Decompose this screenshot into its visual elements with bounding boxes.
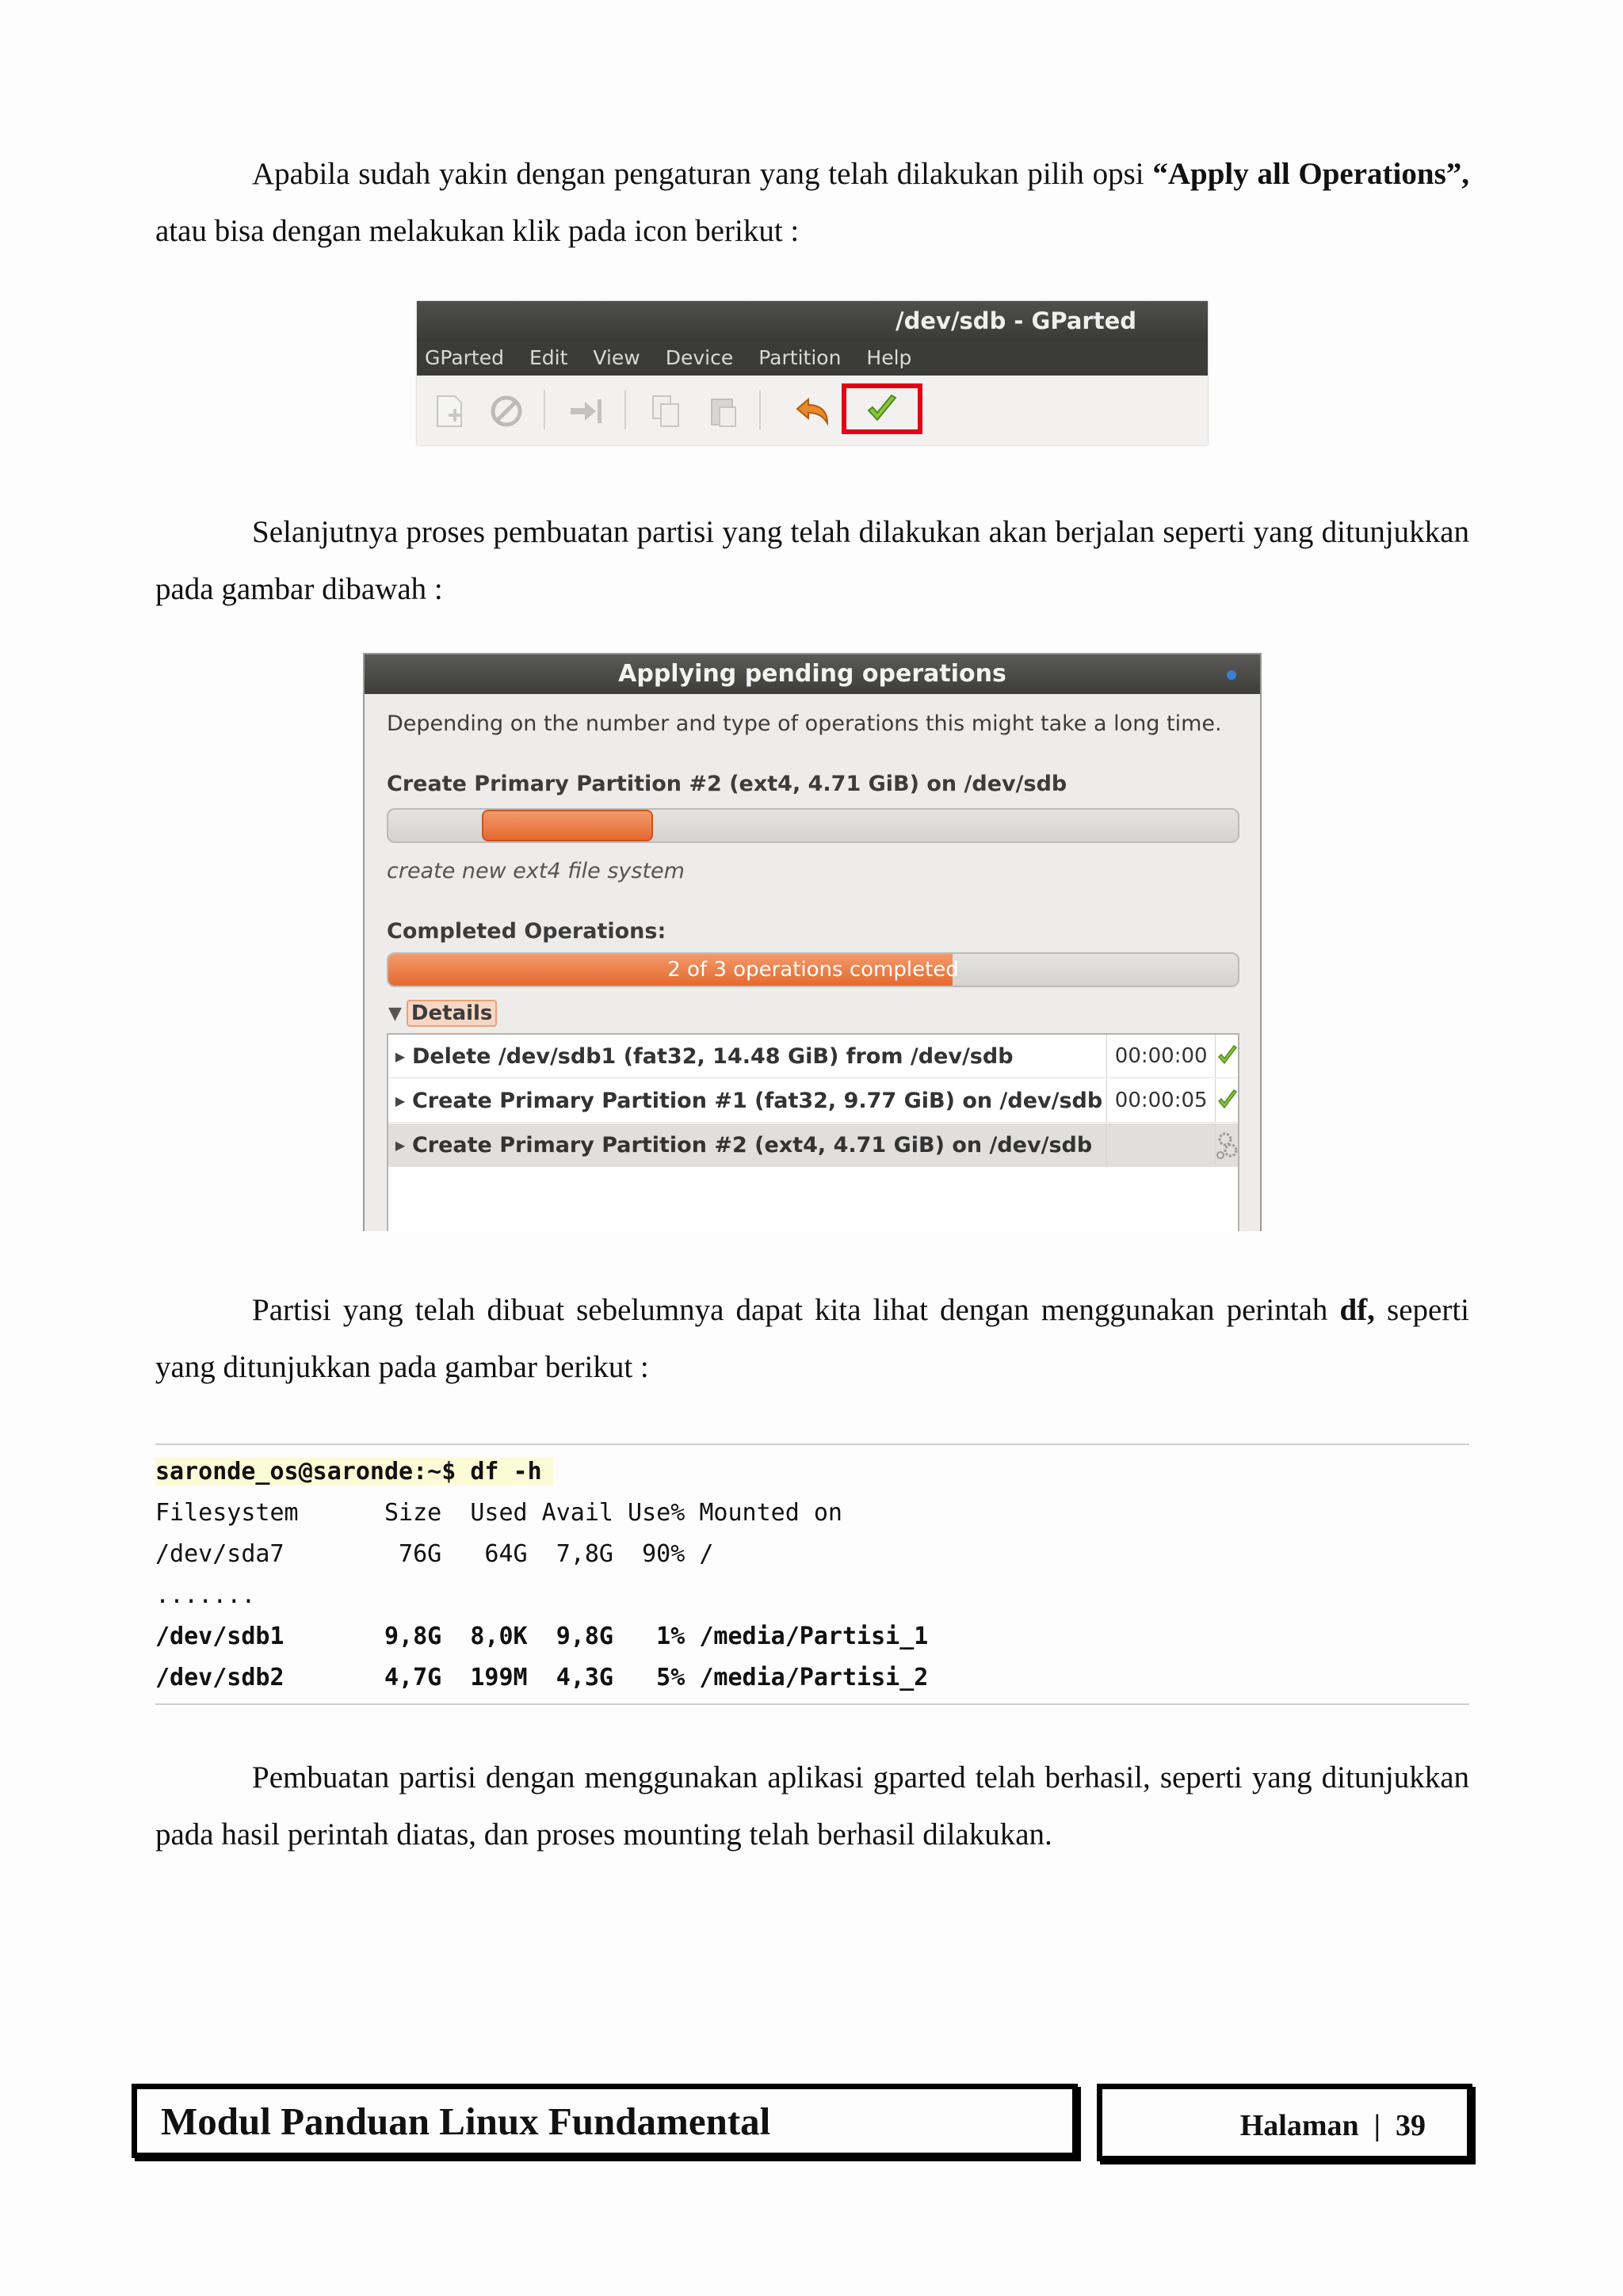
operation-time: 00:00:05 [1106, 1079, 1216, 1122]
progress-text: 2 of 3 operations completed [667, 958, 959, 982]
operation-row[interactable] [388, 1035, 1238, 1078]
df-row-sdb2: /dev/sdb2 4,7G 199M 4,3G 5% /media/Partisi_2 [155, 1664, 929, 1691]
footer-title-box [132, 2084, 1078, 2158]
menu-help[interactable]: Help [866, 346, 912, 369]
row-expander-icon[interactable]: ▶ [395, 1137, 406, 1153]
paragraph-df: Partisi yang telah dibuat sebelumnya dapat kita lihat dengan menggunakan perintah df, seperti yang ditunjukkan pada gambar berikut : [155, 1293, 1469, 1384]
current-operation-label: Create Primary Partition #2 (ext4, 4.71 GiB) on /dev/sdb [387, 772, 1067, 796]
page-number: 39 [1396, 2109, 1426, 2142]
paragraph-apply-all: Apabila sudah yakin dengan pengaturan yang telah dilakukan pilih opsi “Apply all Operations”, atau bisa dengan melakukan klik pada icon berikut : [155, 157, 1469, 248]
page-number-label: Halaman | 39 [1239, 2109, 1426, 2142]
dialog-intro: Depending on the number and type of operations this might take a long time. [387, 711, 1222, 736]
operation-row[interactable] [388, 1079, 1238, 1123]
expander-triangle-icon: ▼ [388, 1003, 402, 1024]
operation-time: 00:00:00 [1106, 1035, 1216, 1077]
footer-title: Modul Panduan Linux Fundamental [161, 2100, 771, 2143]
terminal-prompt: saronde_os@saronde:~$ df -h [155, 1451, 553, 1493]
operation-description: Create Primary Partition #2 (ext4, 4.71 GiB) on /dev/sdb [411, 1132, 1093, 1158]
df-header: Filesystem Size Used Avail Use% Mounted on [155, 1499, 842, 1527]
activity-pulse [482, 810, 653, 841]
applying-operations-dialog [363, 653, 1262, 1231]
operation-description: Delete /dev/sdb1 (fat32, 14.48 GiB) from /dev/sdb [411, 1043, 1014, 1069]
completed-operations-progress [387, 952, 1239, 987]
operation-row[interactable] [388, 1123, 1238, 1167]
df-row-sda7: /dev/sda7 76G 64G 7,8G 90% / [155, 1540, 714, 1568]
row-expander-icon[interactable]: ▶ [395, 1048, 406, 1064]
row-expander-icon[interactable]: ▶ [395, 1093, 406, 1108]
toolbar-separator [624, 390, 626, 429]
paste-icon[interactable] [705, 393, 742, 429]
terminal-output [155, 1444, 1469, 1705]
gparted-titlebar: /dev/sdb - GParted [417, 301, 1208, 341]
gparted-window-screenshot [417, 301, 1208, 445]
operations-list [387, 1033, 1239, 1231]
toolbar-separator [544, 390, 545, 429]
gparted-menubar [417, 341, 1208, 376]
operation-description: Create Primary Partition #1 (fat32, 9.77 GiB) on /dev/sdb [411, 1088, 1103, 1113]
dialog-title: Applying pending operations [365, 654, 1260, 694]
sub-status: create new ext4 file system [387, 859, 685, 883]
success-check-icon [1216, 1035, 1238, 1077]
menu-partition[interactable]: Partition [758, 346, 842, 369]
toolbar-separator [759, 390, 761, 429]
menu-gparted[interactable]: GParted [425, 346, 504, 369]
menu-view[interactable]: View [593, 346, 640, 369]
df-command-emphasis: df, [1339, 1293, 1375, 1327]
gparted-toolbar [417, 376, 1208, 445]
paragraph-conclusion: Pembuatan partisi dengan menggunakan aplikasi gparted telah berhasil, seperti yang ditunjukkan pada hasil perintah diatas, dan proses mounting telah berhasil dilakukan. [155, 1760, 1469, 1852]
details-label: Details [407, 1000, 498, 1027]
success-check-icon [1216, 1079, 1238, 1122]
apply-all-highlight-box [842, 383, 922, 434]
footer-page-box [1097, 2084, 1472, 2161]
undo-icon[interactable] [794, 393, 831, 429]
paragraph-process: Selanjutnya proses pembuatan partisi yang telah dilakukan akan berjalan seperti yang ditunjukkan pada gambar dibawah : [155, 515, 1469, 606]
df-row-sdb1: /dev/sdb1 9,8G 8,0K 9,8G 1% /media/Partisi_1 [155, 1623, 929, 1650]
df-ellipsis: ....... [155, 1581, 256, 1609]
resize-move-icon[interactable] [567, 393, 604, 429]
new-partition-icon[interactable] [431, 393, 468, 429]
operation-time [1106, 1123, 1216, 1166]
copy-icon[interactable] [648, 393, 685, 429]
menu-edit[interactable]: Edit [529, 346, 568, 369]
completed-operations-label: Completed Operations: [387, 919, 666, 944]
menu-device[interactable]: Device [665, 346, 734, 369]
delete-icon[interactable] [488, 393, 525, 429]
window-indicator-icon [1227, 670, 1236, 680]
apply-all-emphasis: “Apply all Operations”, [1152, 157, 1469, 191]
gears-busy-icon [1216, 1123, 1238, 1166]
details-expander[interactable] [388, 1000, 497, 1027]
current-operation-progress [387, 808, 1239, 843]
